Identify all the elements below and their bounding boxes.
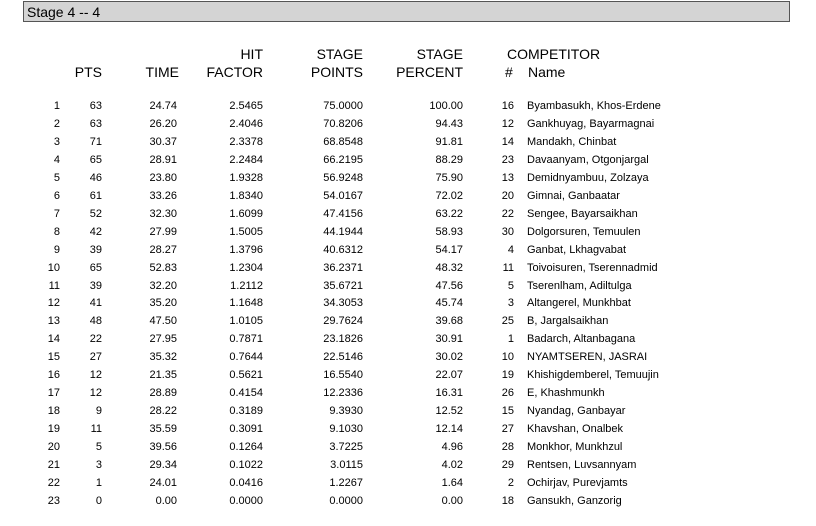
stage-points-cell: 9.1030: [329, 423, 363, 436]
competitor-name-cell: Rentsen, Luvsannyam: [527, 459, 637, 472]
stage-points-cell: 70.8206: [323, 117, 363, 130]
competitor-name-cell: Sengee, Bayarsaikhan: [527, 207, 638, 220]
place-cell: 2: [53, 117, 60, 130]
stage-points-cell: 47.4156: [323, 207, 363, 220]
stage-points-cell: 1.2267: [329, 477, 363, 490]
competitor-name-cell: Gansukh, Ganzorig: [527, 494, 622, 507]
competitor-name-cell: Khishigdemberel, Temuujin: [527, 369, 659, 382]
header-time: TIME: [145, 64, 179, 80]
pts-cell: 12: [89, 369, 102, 382]
competitor-name-cell: NYAMTSEREN, JASRAI: [527, 351, 648, 364]
table-row: [0, 331, 661, 349]
stage-percent-cell: 72.02: [435, 189, 463, 202]
header-competitor: COMPETITOR: [507, 46, 601, 62]
table-row: [0, 439, 661, 457]
stage-percent-cell: 45.74: [435, 297, 463, 310]
stage-title: Stage 4 -- 4: [23, 1, 790, 22]
time-cell: 32.30: [149, 207, 177, 220]
pts-cell: 1: [95, 477, 102, 490]
competitor-number-cell: 15: [501, 405, 514, 418]
stage-points-cell: 75.0000: [323, 100, 363, 112]
stage-percent-cell: 4.96: [441, 441, 463, 454]
pts-cell: 42: [89, 225, 102, 238]
competitor-name-cell: Mandakh, Chinbat: [527, 135, 617, 148]
competitor-name-cell: Gankhuyag, Bayarmagnai: [527, 117, 655, 130]
place-cell: 8: [53, 225, 60, 238]
stage-percent-cell: 63.22: [435, 207, 463, 220]
competitor-name-cell: Tserenlham, Adiltulga: [527, 279, 632, 292]
place-cell: 15: [47, 351, 60, 364]
stage-percent-cell: 47.56: [435, 279, 463, 292]
header-stage-points-2: POINTS: [310, 64, 363, 80]
time-cell: 27.95: [149, 333, 177, 346]
stage-points-cell: 44.1944: [323, 225, 363, 238]
table-row: [0, 493, 661, 511]
hit-factor-cell: 2.2484: [229, 153, 263, 166]
hit-factor-cell: 1.8340: [229, 189, 263, 202]
time-cell: 28.91: [149, 153, 177, 166]
pts-cell: 63: [89, 117, 102, 130]
stage-percent-cell: 39.68: [435, 315, 463, 328]
table-row: [0, 188, 661, 206]
time-cell: 35.32: [149, 351, 177, 364]
stage-points-cell: 3.7225: [329, 441, 363, 454]
place-cell: 19: [47, 423, 60, 436]
competitor-number-cell: 28: [501, 441, 514, 454]
competitor-number-cell: 18: [501, 494, 514, 507]
pts-cell: 48: [89, 315, 102, 328]
hit-factor-cell: 1.2112: [230, 279, 263, 292]
place-cell: 13: [47, 315, 60, 328]
competitor-name-cell: Nyandag, Ganbayar: [527, 405, 626, 418]
stage-points-cell: 12.2336: [323, 387, 363, 400]
stage-points-cell: 36.2371: [323, 261, 363, 274]
table-row: [0, 224, 661, 242]
competitor-number-cell: 25: [501, 315, 514, 328]
table-row: [0, 313, 661, 331]
hit-factor-cell: 0.5621: [229, 369, 263, 382]
competitor-name-cell: Khavshan, Onalbek: [527, 423, 624, 436]
competitor-number-cell: 19: [501, 369, 514, 382]
header-stage-points-1: STAGE: [316, 46, 363, 62]
stage-percent-cell: 91.81: [435, 135, 463, 148]
header-stage-percent-1: STAGE: [416, 46, 463, 62]
hit-factor-cell: 2.5465: [229, 100, 263, 112]
pts-cell: 52: [89, 207, 102, 220]
time-cell: 27.99: [149, 225, 177, 238]
table-row: [0, 278, 661, 296]
competitor-number-cell: 3: [507, 297, 514, 310]
hit-factor-cell: 1.2304: [229, 261, 263, 274]
pts-cell: 39: [89, 243, 102, 256]
competitor-name-cell: Ochirjav, Purevjamts: [527, 477, 628, 490]
stage-percent-cell: 0.00: [441, 494, 463, 507]
pts-cell: 12: [89, 387, 102, 400]
time-cell: 30.37: [149, 135, 177, 148]
competitor-name-cell: Toivoisuren, Tserennadmid: [527, 261, 658, 274]
stage-points-cell: 40.6312: [323, 243, 363, 256]
place-cell: 22: [47, 477, 60, 490]
stage-points-cell: 29.7624: [323, 315, 363, 328]
table-row: [0, 152, 661, 170]
table-row: [0, 206, 661, 224]
pts-cell: 9: [95, 405, 102, 418]
stage-percent-cell: 1.64: [441, 477, 463, 490]
competitor-number-cell: 16: [501, 100, 514, 112]
place-cell: 16: [47, 369, 60, 382]
table-row: [0, 134, 661, 152]
pts-cell: 65: [89, 261, 102, 274]
place-cell: 21: [47, 459, 60, 472]
stage-points-cell: 35.6721: [323, 279, 363, 292]
pts-cell: 65: [89, 153, 102, 166]
hit-factor-cell: 0.1022: [229, 459, 263, 472]
time-cell: 24.01: [149, 477, 177, 490]
time-cell: 24.74: [149, 100, 177, 112]
competitor-name-cell: Ganbat, Lkhagvabat: [527, 243, 627, 256]
hit-factor-cell: 0.4154: [229, 387, 263, 400]
pts-cell: 63: [89, 100, 102, 112]
competitor-name-cell: Demidnyambuu, Zolzaya: [527, 171, 649, 184]
table-row: [0, 385, 661, 403]
table-row: [0, 349, 661, 367]
stage-percent-cell: 48.32: [435, 261, 463, 274]
competitor-number-cell: 5: [507, 279, 514, 292]
place-cell: 10: [47, 261, 60, 274]
hit-factor-cell: 2.3378: [229, 135, 263, 148]
table-row: [0, 116, 661, 134]
hit-factor-cell: 1.1648: [229, 297, 263, 310]
place-cell: 9: [53, 243, 60, 256]
place-cell: 3: [53, 135, 60, 148]
header-name: Name: [528, 64, 566, 80]
stage-percent-cell: 100.00: [429, 100, 463, 112]
stage-points-cell: 16.5540: [323, 369, 363, 382]
stage-points-cell: 54.0167: [323, 189, 363, 202]
stage-percent-cell: 58.93: [435, 225, 463, 238]
time-cell: 21.35: [149, 369, 177, 382]
stage-points-cell: 68.8548: [323, 135, 363, 148]
place-cell: 11: [48, 279, 60, 292]
hit-factor-cell: 0.3091: [229, 423, 263, 436]
competitor-number-cell: 29: [501, 459, 514, 472]
stage-points-cell: 0.0000: [329, 494, 363, 507]
hit-factor-cell: 0.0416: [229, 477, 263, 490]
place-cell: 6: [53, 189, 60, 202]
stage-percent-cell: 30.91: [435, 333, 463, 346]
stage-points-cell: 56.9248: [323, 171, 363, 184]
time-cell: 26.20: [149, 117, 177, 130]
pts-cell: 61: [89, 189, 102, 202]
competitor-number-cell: 1: [507, 333, 514, 346]
table-row: [0, 98, 661, 116]
stage-percent-cell: 88.29: [435, 153, 463, 166]
pts-cell: 5: [95, 441, 102, 454]
competitor-name-cell: B, Jargalsaikhan: [527, 315, 609, 328]
stage-points-cell: 66.2195: [323, 153, 363, 166]
stage-percent-cell: 16.31: [435, 387, 463, 400]
stage-percent-cell: 22.07: [435, 369, 463, 382]
table-row: [0, 421, 661, 439]
hit-factor-cell: 1.9328: [229, 171, 263, 184]
competitor-name-cell: Byambasukh, Khos-Erdene: [527, 100, 661, 112]
hit-factor-cell: 1.3796: [229, 243, 263, 256]
pts-cell: 22: [89, 333, 102, 346]
stage-points-cell: 22.5146: [323, 351, 363, 364]
pts-cell: 0: [95, 494, 102, 507]
stage-percent-cell: 30.02: [435, 351, 463, 364]
table-row: [0, 475, 661, 493]
pts-cell: 11: [90, 423, 102, 436]
competitor-number-cell: 27: [501, 423, 514, 436]
stage-points-cell: 3.0115: [330, 459, 363, 472]
pts-cell: 71: [89, 135, 102, 148]
time-cell: 47.50: [149, 315, 177, 328]
competitor-name-cell: Monkhor, Munkhzul: [527, 441, 623, 454]
time-cell: 35.59: [149, 423, 177, 436]
competitor-name-cell: Dolgorsuren, Temuulen: [527, 225, 641, 238]
competitor-number-cell: 2: [507, 477, 514, 490]
time-cell: 0.00: [155, 494, 177, 507]
stage-percent-cell: 12.14: [435, 423, 463, 436]
place-cell: 12: [47, 297, 60, 310]
pts-cell: 46: [89, 171, 102, 184]
hit-factor-cell: 0.7871: [229, 333, 263, 346]
pts-cell: 3: [95, 459, 102, 472]
competitor-number-cell: 22: [501, 207, 514, 220]
competitor-number-cell: 30: [501, 225, 514, 238]
pts-cell: 41: [89, 297, 102, 310]
competitor-name-cell: Davaanyam, Otgonjargal: [527, 153, 649, 166]
place-cell: 7: [53, 207, 60, 220]
time-cell: 39.56: [149, 441, 177, 454]
time-cell: 32.20: [149, 279, 177, 292]
stage-percent-cell: 94.43: [435, 117, 463, 130]
hit-factor-cell: 1.5005: [229, 225, 263, 238]
place-cell: 5: [53, 171, 60, 184]
table-row: [0, 260, 661, 278]
time-cell: 28.27: [149, 243, 177, 256]
header-number: #: [505, 64, 513, 80]
pts-cell: 39: [89, 279, 102, 292]
hit-factor-cell: 2.4046: [229, 117, 263, 130]
hit-factor-cell: 0.7644: [229, 351, 263, 364]
competitor-number-cell: 12: [501, 117, 514, 130]
time-cell: 29.34: [149, 459, 177, 472]
hit-factor-cell: 0.1264: [229, 441, 263, 454]
header-factor: FACTOR: [206, 64, 263, 80]
time-cell: 52.83: [149, 261, 177, 274]
stage-percent-cell: 4.02: [441, 459, 463, 472]
place-cell: 14: [47, 333, 60, 346]
place-cell: 23: [47, 494, 60, 507]
hit-factor-cell: 1.0105: [229, 315, 263, 328]
table-row: [0, 367, 661, 385]
table-row: [0, 170, 661, 188]
competitor-number-cell: 13: [501, 171, 514, 184]
stage-points-cell: 23.1826: [323, 333, 363, 346]
pts-cell: 27: [89, 351, 102, 364]
stage-percent-cell: 54.17: [435, 243, 463, 256]
hit-factor-cell: 1.6099: [229, 207, 263, 220]
competitor-number-cell: 23: [501, 153, 514, 166]
place-cell: 1: [53, 100, 60, 112]
stage-percent-cell: 75.90: [435, 171, 463, 184]
time-cell: 28.89: [149, 387, 177, 400]
place-cell: 4: [53, 153, 60, 166]
competitor-number-cell: 14: [501, 135, 514, 148]
place-cell: 20: [47, 441, 60, 454]
hit-factor-cell: 0.0000: [229, 494, 263, 507]
competitor-name-cell: Badarch, Altanbagana: [527, 333, 636, 346]
header-hit: HIT: [240, 46, 263, 62]
header-pts: PTS: [74, 64, 102, 80]
table-row: [0, 403, 661, 421]
hit-factor-cell: 0.3189: [229, 405, 263, 418]
time-cell: 28.22: [149, 405, 177, 418]
time-cell: 35.20: [149, 297, 177, 310]
time-cell: 33.26: [149, 189, 177, 202]
table-row: [0, 457, 661, 475]
table-row: [0, 242, 661, 260]
competitor-number-cell: 10: [501, 351, 514, 364]
competitor-name-cell: Gimnai, Ganbaatar: [527, 189, 620, 202]
results-table: [0, 98, 661, 511]
competitor-number-cell: 20: [501, 189, 514, 202]
place-cell: 17: [47, 387, 60, 400]
time-cell: 23.80: [149, 171, 177, 184]
results-body: [0, 98, 661, 511]
competitor-name-cell: E, Khashmunkh: [527, 387, 605, 400]
header-stage-percent-2: PERCENT: [396, 64, 463, 80]
competitor-number-cell: 4: [507, 243, 514, 256]
stage-percent-cell: 12.52: [435, 405, 463, 418]
competitor-number-cell: 26: [501, 387, 514, 400]
place-cell: 18: [47, 405, 60, 418]
stage-points-cell: 34.3053: [323, 297, 363, 310]
table-row: [0, 295, 661, 313]
competitor-name-cell: Altangerel, Munkhbat: [527, 297, 631, 310]
competitor-number-cell: 11: [502, 261, 514, 274]
stage-points-cell: 9.3930: [329, 405, 363, 418]
